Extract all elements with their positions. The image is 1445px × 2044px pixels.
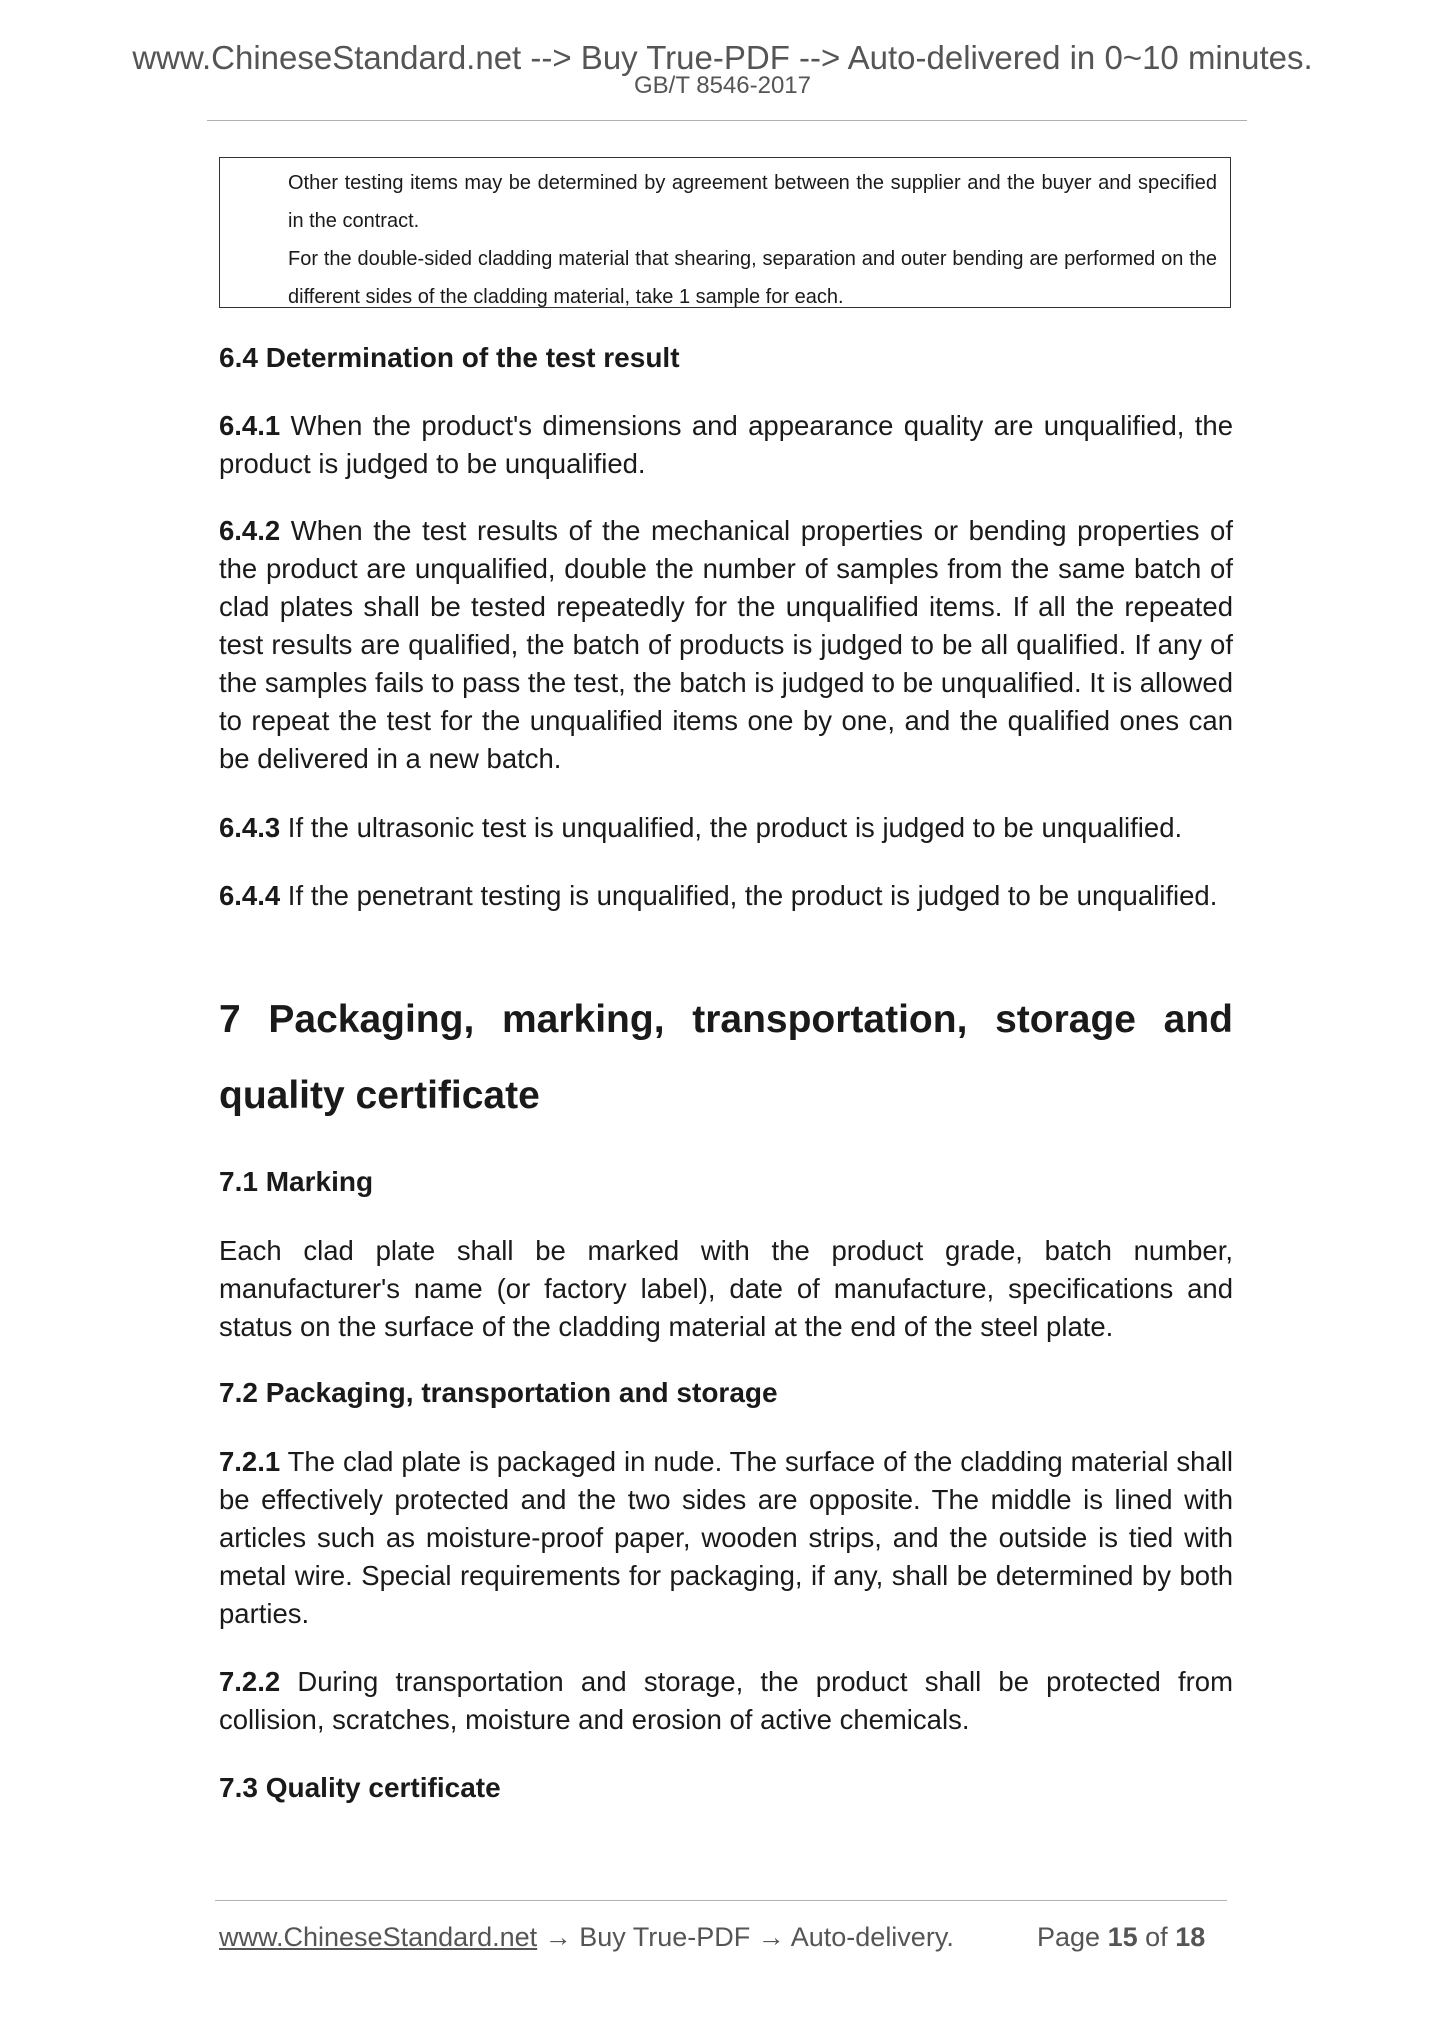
section-7-3-heading: 7.3 Quality certificate bbox=[219, 1772, 501, 1803]
paragraph-7-2-1 bbox=[219, 1443, 1233, 1633]
section-7-heading-line-2: quality certificate bbox=[219, 1074, 540, 1117]
paragraph-6-4-1 bbox=[219, 407, 1233, 483]
page-number: 15 bbox=[1107, 1922, 1138, 1952]
clause-number: 7.2.1 bbox=[219, 1446, 281, 1477]
standard-code: GB/T 8546-2017 bbox=[633, 72, 811, 99]
footer-site-link[interactable]: www.ChineseStandard.net bbox=[219, 1922, 538, 1952]
clause-number: 6.4.2 bbox=[219, 515, 281, 546]
paragraph-7-2-2 bbox=[219, 1663, 1233, 1739]
section-7-heading-line-1: 7 Packaging, marking, transportation, storage and bbox=[219, 998, 1233, 1041]
footer-left bbox=[219, 1920, 954, 1954]
clause-text: When the product's dimensions and appearance quality are unqualified, the product is judged to be unqualified. bbox=[219, 410, 1233, 479]
paragraph-6-4-2 bbox=[219, 512, 1233, 778]
section-7-2-heading: 7.2 Packaging, transportation and storage bbox=[219, 1377, 778, 1408]
note-box bbox=[219, 157, 1231, 308]
page-indicator bbox=[1037, 1920, 1205, 1954]
clause-text: During transportation and storage, the product shall be protected from collision, scratches, moisture and erosion of active chemicals. bbox=[219, 1666, 1233, 1735]
clause-text: If the penetrant testing is unqualified, the product is judged to be unqualified. bbox=[280, 880, 1218, 911]
footer-text: → Buy True-PDF → Auto-delivery. bbox=[537, 1922, 954, 1952]
header-divider bbox=[207, 120, 1247, 121]
section-7-heading bbox=[219, 982, 1233, 1134]
clause-number: 7.2.2 bbox=[219, 1666, 281, 1697]
footer-divider bbox=[215, 1900, 1227, 1901]
of-label: of bbox=[1145, 1922, 1168, 1952]
header-banner: www.ChineseStandard.net --> Buy True-PDF --> Auto-delivered in 0~10 minutes. bbox=[132, 39, 1313, 76]
paragraph-6-4-4 bbox=[219, 877, 1233, 915]
page-total: 18 bbox=[1175, 1922, 1206, 1952]
section-6-4-heading: 6.4 Determination of the test result bbox=[219, 342, 680, 373]
clause-number: 6.4.1 bbox=[219, 410, 281, 441]
paragraph-6-4-3 bbox=[219, 809, 1233, 847]
section-7-1-heading: 7.1 Marking bbox=[219, 1166, 374, 1197]
clause-text: The clad plate is packaged in nude. The surface of the cladding material shall be effectively protected and the two sides are opposite. The middle is lined with articles such as moisture-proof paper, wooden strips, and the outside is tied with metal wire. Special requirements for packaging, if any, shall be determined by both parties. bbox=[219, 1446, 1233, 1629]
note-line-2: For the double-sided cladding material that shearing, separation and outer bending are performed on the different sides of the cladding material, take 1 sample for each. bbox=[288, 248, 1217, 308]
page-label: Page bbox=[1037, 1922, 1101, 1952]
clause-number: 6.4.3 bbox=[219, 812, 281, 843]
clause-text: When the test results of the mechanical properties or bending properties of the product are unqualified, double the number of samples from the same batch of clad plates shall be tested repeatedly for the unqualified items. If all the repeated test results are qualified, the batch of products is judged to be all qualified. If any of the samples fails to pass the test, the batch is judged to be unqualified. It is allowed to repeat the test for the unqualified items one by one, and the qualified ones can be delivered in a new batch. bbox=[219, 515, 1233, 774]
clause-text: If the ultrasonic test is unqualified, the product is judged to be unqualified. bbox=[280, 812, 1183, 843]
note-line-1: Other testing items may be determined by agreement between the supplier and the buyer and specified in the contract. bbox=[288, 172, 1217, 232]
clause-number: 6.4.4 bbox=[219, 880, 281, 911]
paragraph-7-1: Each clad plate shall be marked with the product grade, batch number, manufacturer's name (or factory label), date of manufacture, specifications and status on the surface of the cladding material at the end of the steel plate. bbox=[219, 1235, 1233, 1342]
